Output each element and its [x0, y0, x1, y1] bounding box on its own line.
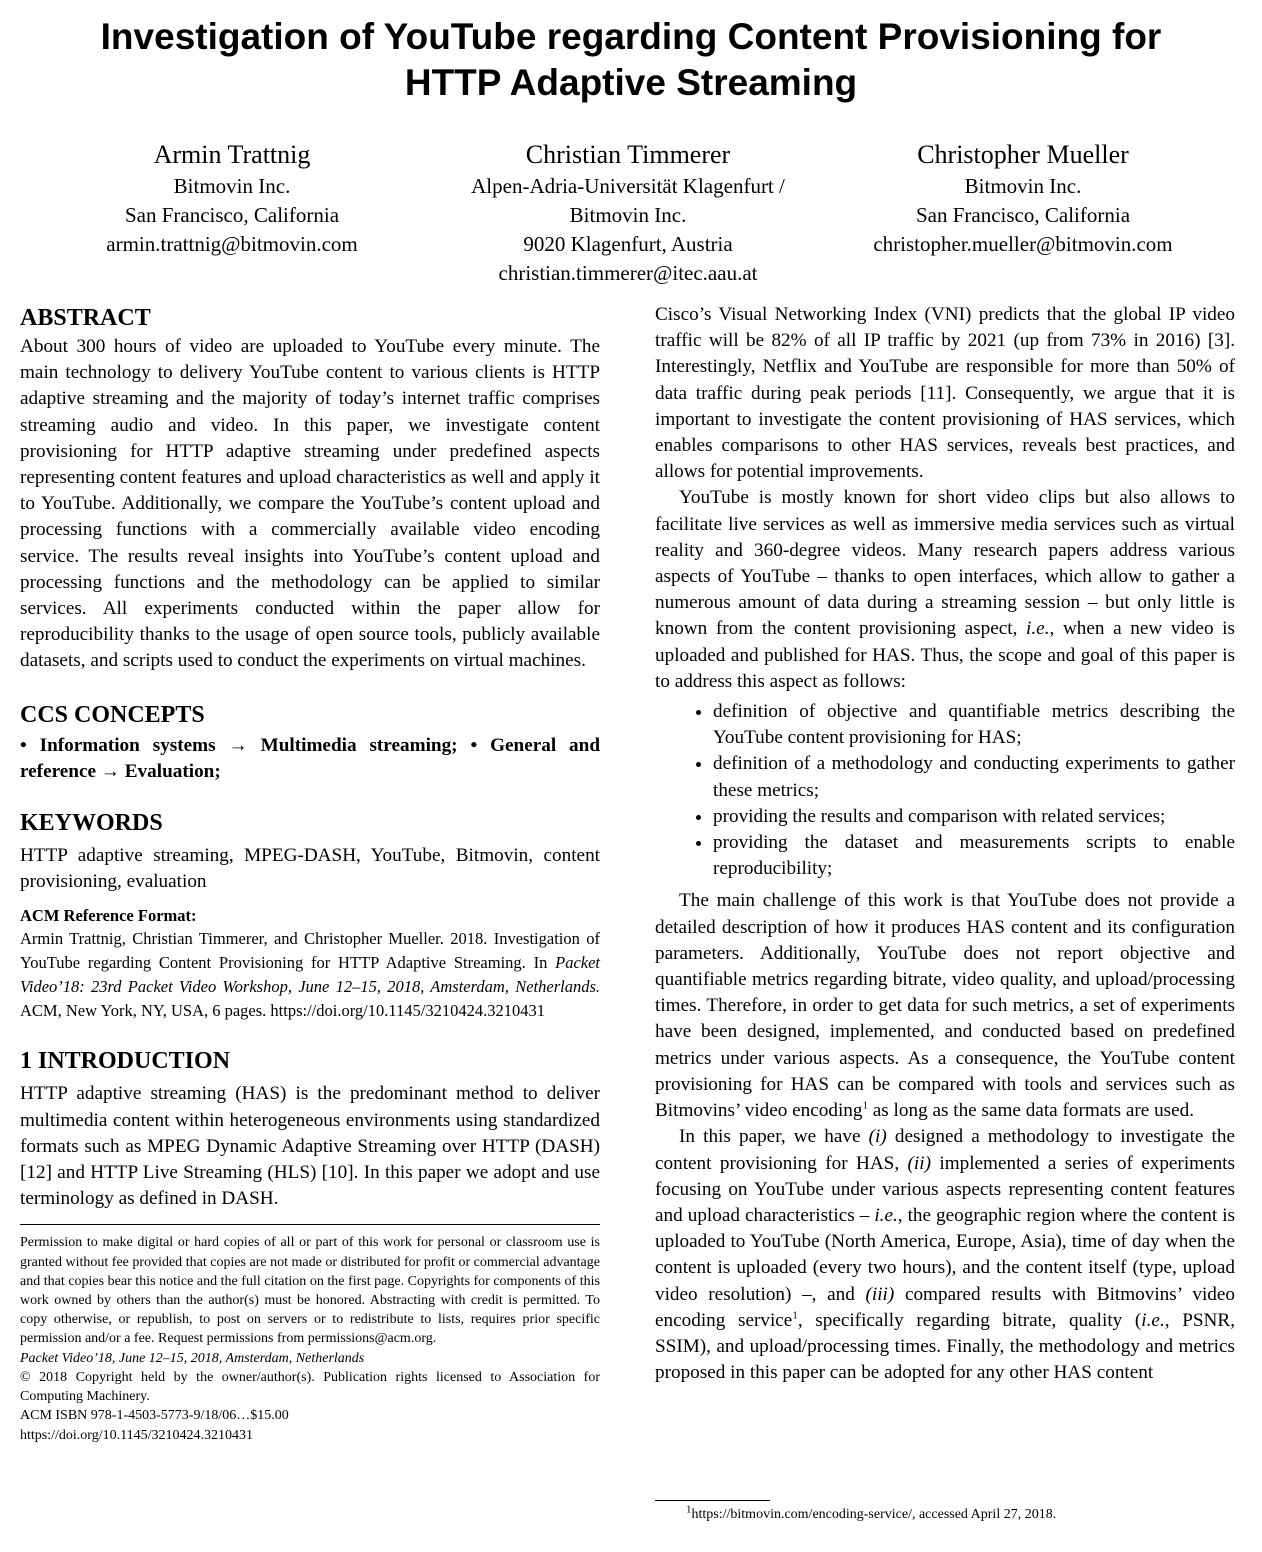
doi-link[interactable]: https://doi.org/10.1145/3210424.3210431 [20, 1427, 253, 1443]
author-block [836, 138, 1210, 259]
acm-reference-heading: ACM Reference Format: [20, 906, 197, 926]
paragraph-emphasis: i.e. [874, 1204, 898, 1226]
paper-title [0, 14, 1262, 106]
paragraph-emphasis: (i) [868, 1126, 887, 1148]
title-line-1: Investigation of YouTube regarding Content Provisioning for [100, 16, 1162, 57]
ccs-text: • Information systems → Multimedia streaming; • General and reference → Evaluation; [20, 734, 600, 782]
keywords-heading: KEYWORDS [20, 810, 163, 837]
author-email: armin.trattnig@bitmovin.com [106, 232, 358, 256]
author-name: Armin Trattnig [153, 140, 311, 169]
paragraph-text: YouTube is mostly known for short video clips but also allows to facilitate live services as well as immersive media services such as virtual reality and 360-degree videos. Many research papers address various aspects of YouTube – thanks to open interfaces, which allow to gather a numerous amount of data during a streaming session – but only little is known from the content provisioning aspect, [655, 487, 1235, 640]
paragraph-text: , specifically regarding bitrate, quality ( [797, 1309, 1142, 1331]
list-item: • definition of a methodology and conducting experiments to gather these metrics; [713, 751, 1235, 803]
author-name: Christian Timmerer [525, 140, 731, 169]
footnote-number: 1 [686, 1503, 692, 1516]
author-affiliation: Bitmovin Inc. [173, 174, 291, 198]
paragraph-text: as long as the same data formats are used. [867, 1100, 1195, 1122]
right-column [655, 302, 1235, 1386]
author-block [426, 138, 830, 288]
paragraph-emphasis: (iii) [865, 1283, 895, 1305]
right-paragraph-3 [655, 888, 1235, 1124]
footnote-divider [655, 1500, 770, 1501]
introduction-paragraph: HTTP adaptive streaming (HAS) is the predominant method to deliver multimedia content within heterogeneous environments using standardized formats such as MPEG Dynamic Adaptive Streaming over HTTP (DASH) [12] and HTTP Live Streaming (HLS) [10]. In this paper we adopt and use terminology as defined in DASH. [20, 1083, 600, 1210]
section-heading-introduction: 1 INTRODUCTION [20, 1048, 231, 1075]
paragraph-emphasis: (ii) [907, 1152, 931, 1174]
author-location: San Francisco, California [124, 203, 340, 227]
acm-reference-publisher: ACM, New York, NY, USA, 6 pages. https://doi.org/10.1145/3210424.3210431 [20, 1001, 545, 1021]
abstract-heading: ABSTRACT [20, 305, 151, 331]
paragraph-text: The main challenge of this work is that YouTube does not provide a detailed description of how it produces HAS content and its configuration parameters. Additionally, YouTube does not report objective and quantifiable metrics regarding bitrate, video quality, and upload/processing times. Therefore, in order to get data for such metrics, a set of experiments have been designed, implemented, and conducted based on predefined metrics under various aspects. As a consequence, the YouTube content provisioning for HAS can be compared with tools and services such as Bitmovins’ video encoding [655, 890, 1235, 1122]
right-paragraph-2 [655, 485, 1235, 695]
list-item: • definition of objective and quantifiable metrics describing the YouTube content provisioning for HAS; [713, 699, 1235, 751]
footnote-mark: 1 [862, 1099, 868, 1112]
acm-reference-text [20, 927, 600, 1023]
author-email: christopher.mueller@bitmovin.com [873, 232, 1173, 256]
paragraph-emphasis: i.e. [1026, 618, 1050, 640]
paragraph-emphasis: i.e. [1141, 1309, 1165, 1331]
list-item: • providing the results and comparison with related services; [713, 804, 1235, 830]
keywords-text: HTTP adaptive streaming, MPEG-DASH, YouTube, Bitmovin, content provisioning, evaluation [20, 845, 600, 893]
author-name: Christopher Mueller [917, 140, 1129, 169]
footnote-mark: 1 [792, 1309, 798, 1322]
footnote [686, 1503, 1057, 1524]
author-location: San Francisco, California [915, 203, 1131, 227]
paragraph-text: , when a new video is uploaded and published for HAS. Thus, the scope and goal of this paper is to address this aspect as follows: [655, 618, 1235, 692]
permission-divider [20, 1224, 600, 1225]
acm-reference-venue: Packet Video’18: 23rd Packet Video Workshop, June 12–15, 2018, Amsterdam, Netherlands. [20, 953, 600, 997]
permission-venue: Packet Video’18, June 12–15, 2018, Amsterdam, Netherlands [20, 1350, 365, 1366]
abstract-text: About 300 hours of video are uploaded to YouTube every minute. The main technology to delivery YouTube content to various clients is HTTP adaptive streaming and the majority of today’s internet traffic comprises streaming audio and video. In this paper, we investigate content provisioning for HTTP adaptive streaming under predefined aspects representing content features and upload characteristics as well and apply it to YouTube. Additionally, we compare the YouTube’s content upload and processing functions with a commercially available video encoding service. The results reveal insights into YouTube’s content upload and processing functions and the methodology can be applied to similar services. All experiments conducted within the paper allow for reproducibility thanks to the usage of open source tools, publicly available datasets, and scripts used to conduct the experiments on virtual machines. [20, 336, 600, 672]
footnote-text[interactable]: https://bitmovin.com/encoding-service/, accessed April 27, 2018. [691, 1507, 1057, 1522]
right-paragraph-4 [655, 1124, 1235, 1386]
author-block [58, 138, 406, 259]
author-affiliation: Bitmovin Inc. [569, 203, 687, 227]
author-location: 9020 Klagenfurt, Austria [523, 232, 733, 256]
right-paragraph-1: Cisco’s Visual Networking Index (VNI) predicts that the global IP video traffic will be 82% of all IP traffic by 2021 (up from 73% in 2016) [3]. Interestingly, Netflix and YouTube are responsible for more than 50% of data traffic during peak periods [11]. Consequently, we argue that it is important to investigate the content provisioning of HAS services, which enables comparisons to other HAS services, reveals best practices, and allows for potential improvements. [655, 304, 1235, 483]
copyright-notice: © 2018 Copyright held by the owner/author(s). Publication rights licensed to Association for Computing Machinery. [20, 1369, 600, 1405]
paragraph-text: In this paper, we have [679, 1126, 869, 1148]
left-column [20, 302, 600, 1445]
list-item: • providing the dataset and measurements scripts to enable reproducibility; [713, 830, 1235, 882]
paragraph-text: , the geographic region where the content is uploaded to YouTube (North America, Europe, Asia), time of day when the content is uploaded (every two hours), and the content itself (type, upload video resolution) –, and [655, 1204, 1235, 1305]
author-affiliation: Alpen-Adria-Universität Klagenfurt / [471, 174, 785, 198]
paragraph-text: implemented a series of experiments focusing on YouTube under various aspects representing content features and upload characteristics – [655, 1152, 1235, 1226]
paragraph-text: , PSNR, SSIM), and upload/processing times. Finally, the methodology and metrics proposed in this paper can be adopted for any other HAS content [655, 1309, 1235, 1384]
permission-notice: Permission to make digital or hard copies of all or part of this work for personal or classroom use is granted without fee provided that copies are not made or distributed for profit or commercial advantage and that copies bear this notice and the full citation on the first page. Copyrights for components of this work owned by others than the author(s) must be honored. Abstracting with credit is permitted. To copy otherwise, or republish, to post on servers or to redistribute to lists, requires prior specific permission and/or a fee. Request permissions from permissions@acm.org. [20, 1235, 600, 1347]
acm-isbn: ACM ISBN 978-1-4503-5773-9/18/06…$15.00 [20, 1408, 289, 1424]
author-email: christian.timmerer@itec.aau.at [498, 261, 758, 285]
acm-reference-authors: Armin Trattnig, Christian Timmerer, and Christopher Mueller. 2018. Investigation of YouTube regarding Content Provisioning for HTTP Adaptive Streaming. In [20, 929, 600, 973]
paragraph-text: compared results with Bitmovins’ video encoding service [655, 1283, 1235, 1331]
title-line-2: HTTP Adaptive Streaming [404, 62, 858, 103]
author-affiliation: Bitmovin Inc. [964, 174, 1082, 198]
ccs-heading: CCS CONCEPTS [20, 701, 205, 728]
contribution-list [655, 699, 1235, 882]
paragraph-text: designed a methodology to investigate the content provisioning for HAS, [655, 1126, 1236, 1174]
